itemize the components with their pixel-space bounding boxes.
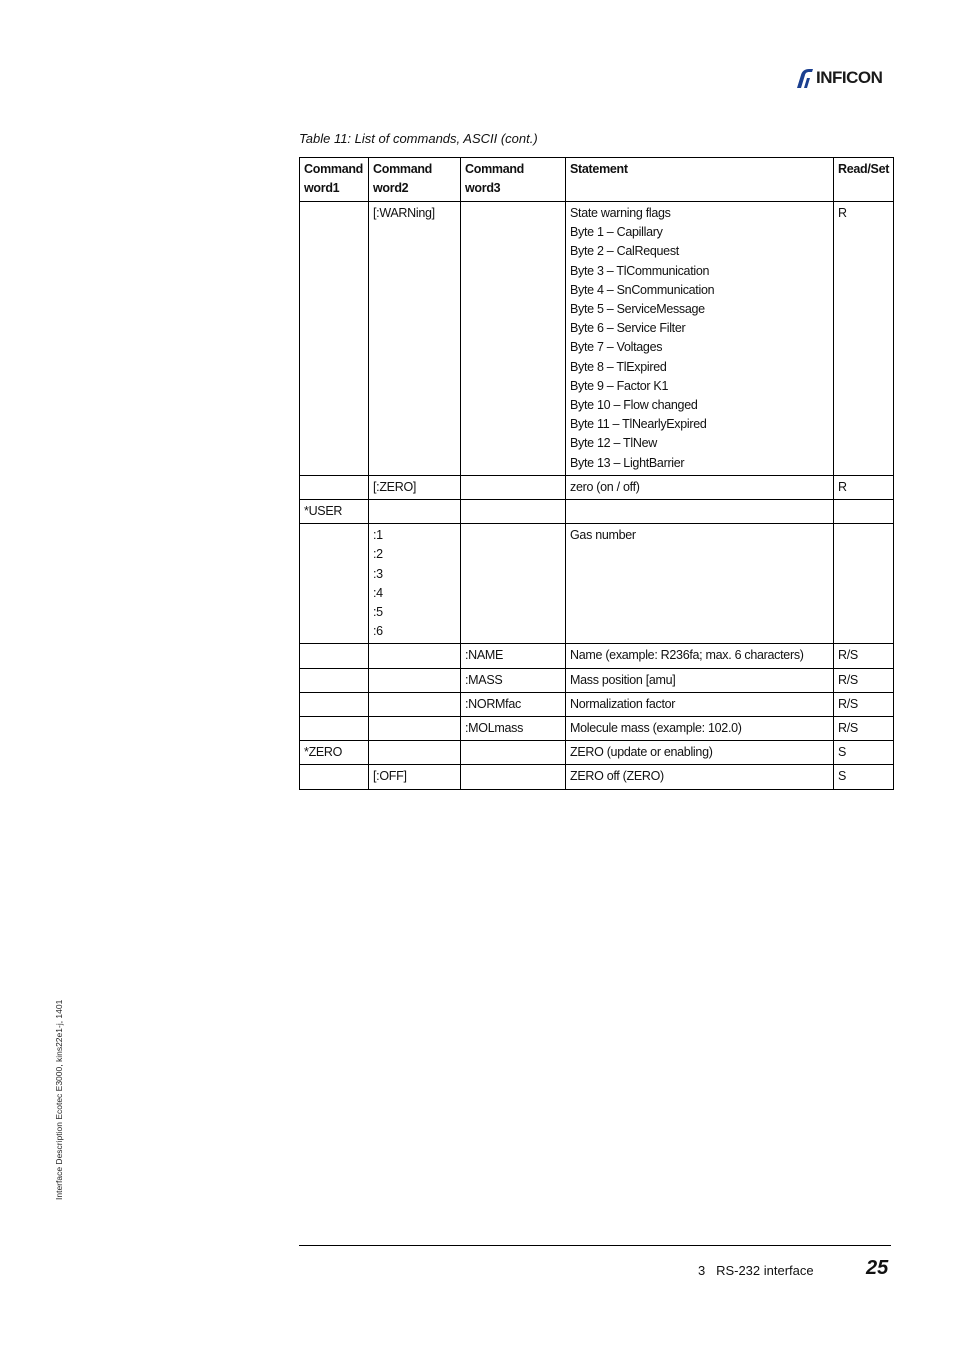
command-word2-text: :6 [373, 624, 383, 639]
statement-text: Byte 3 – TlCommunication [570, 263, 710, 278]
command-word1-cell [300, 202, 369, 476]
table-caption: Table 11: List of commands, ASCII (cont.) [299, 131, 538, 146]
statement-text: Byte 13 – LightBarrier [570, 455, 685, 470]
statement-text: Byte 5 – ServiceMessage [570, 302, 705, 317]
statement-text: Byte 11 – TlNearlyExpired [570, 417, 707, 432]
command-word3-cell [461, 741, 566, 765]
document-id: Interface Description Ecotec E3000, kins22e1-j, 1401 [54, 999, 64, 1200]
command-word2-cell [369, 475, 461, 499]
command-word2-text: [:WARNing] [373, 206, 435, 220]
table-row [300, 644, 894, 668]
statement-cell [566, 741, 834, 765]
command-word1-cell [300, 524, 369, 644]
read-set-text: R/S [838, 721, 858, 736]
statement-text: Byte 7 – Voltages [570, 340, 663, 355]
command-word3-text: :MASS [465, 672, 503, 687]
command-word3-text: :MOLmass [465, 721, 524, 736]
command-word3-cell [461, 717, 566, 741]
command-word2-text: [:ZERO] [373, 479, 417, 494]
command-word1-cell [300, 475, 369, 499]
footer-divider [299, 1245, 891, 1246]
command-word1-text: *USER [304, 504, 343, 519]
statement-cell [566, 765, 834, 789]
statement-text: Byte 6 – Service Filter [570, 321, 686, 336]
command-word1-cell [300, 668, 369, 692]
command-word2-cell [369, 717, 461, 741]
read-set-cell [834, 765, 894, 789]
command-word2-cell [369, 500, 461, 524]
command-word2-cell [369, 202, 461, 476]
statement-text: ZERO (update or enabling) [570, 745, 713, 760]
command-word1-text: *ZERO [304, 745, 343, 760]
command-word2-text: [:OFF] [373, 769, 407, 784]
statement-cell [566, 524, 834, 644]
column-header-3 [566, 158, 834, 202]
logo-wordmark: INFICON [816, 68, 883, 87]
table-row [300, 202, 894, 476]
command-word1-cell [300, 741, 369, 765]
footer-section-title: 3 RS-232 interface [698, 1263, 814, 1278]
table-row [300, 717, 894, 741]
statement-cell [566, 644, 834, 668]
table-row [300, 524, 894, 644]
table-row [300, 741, 894, 765]
read-set-cell [834, 202, 894, 476]
command-word3-text: :NORMfac [465, 696, 521, 711]
statement-text: State warning flags [570, 206, 671, 220]
command-word3-cell [461, 668, 566, 692]
command-word2-cell [369, 644, 461, 668]
header-line: word2 [373, 181, 409, 196]
command-word2-text: :3 [373, 566, 383, 581]
header-line: Statement [570, 162, 628, 176]
command-word1-cell [300, 717, 369, 741]
statement-text: Byte 4 – SnCommunication [570, 282, 715, 297]
command-word3-cell [461, 524, 566, 644]
header-line: word3 [465, 181, 501, 196]
statement-text: Byte 9 – Factor K1 [570, 378, 669, 393]
statement-text: zero (on / off) [570, 479, 640, 494]
command-word2-cell [369, 668, 461, 692]
command-word2-text: :1 [373, 528, 383, 543]
statement-text: Normalization factor [570, 696, 676, 711]
command-word1-cell [300, 692, 369, 716]
command-word1-cell [300, 644, 369, 668]
read-set-text: R [838, 206, 847, 220]
statement-text: Mass position [amu] [570, 672, 676, 687]
command-word2-cell [369, 765, 461, 789]
statement-text: Byte 1 – Capillary [570, 225, 663, 240]
command-word1-cell [300, 765, 369, 789]
header-line: Command [465, 162, 525, 176]
table-row [300, 692, 894, 716]
read-set-text: S [838, 745, 847, 760]
statement-text: Byte 2 – CalRequest [570, 244, 679, 259]
statement-cell [566, 668, 834, 692]
statement-cell [566, 475, 834, 499]
read-set-cell [834, 668, 894, 692]
read-set-cell [834, 475, 894, 499]
inficon-logo-icon [795, 67, 815, 89]
statement-text: Byte 12 – TlNew [570, 436, 657, 451]
read-set-text: S [838, 769, 847, 784]
read-set-cell [834, 524, 894, 644]
command-word2-text: :5 [373, 605, 383, 620]
read-set-text: R [838, 479, 847, 494]
column-header-1 [369, 158, 461, 202]
table-row [300, 765, 894, 789]
command-word3-cell [461, 644, 566, 668]
command-word2-cell [369, 692, 461, 716]
command-word3-text: :NAME [465, 648, 504, 663]
statement-text: ZERO off (ZERO) [570, 769, 664, 784]
command-word2-text: :2 [373, 547, 383, 562]
column-header-2 [461, 158, 566, 202]
statement-text: Byte 10 – Flow changed [570, 398, 698, 413]
command-word2-cell [369, 741, 461, 765]
column-header-0 [300, 158, 369, 202]
table-row [300, 475, 894, 499]
command-word3-cell [461, 202, 566, 476]
command-word3-cell [461, 500, 566, 524]
read-set-cell [834, 741, 894, 765]
read-set-cell [834, 717, 894, 741]
command-word3-cell [461, 765, 566, 789]
header-line: Command [373, 162, 433, 176]
statement-text: Gas number [570, 528, 636, 543]
read-set-text: R/S [838, 672, 858, 687]
statement-cell [566, 500, 834, 524]
header-line: Read/Set [838, 162, 890, 176]
read-set-cell [834, 692, 894, 716]
table-row [300, 668, 894, 692]
table-row [300, 500, 894, 524]
header-line: Command [304, 162, 364, 176]
command-word3-cell [461, 692, 566, 716]
statement-text: Molecule mass (example: 102.0) [570, 721, 742, 736]
commands-table [299, 157, 894, 790]
statement-cell [566, 717, 834, 741]
command-word2-text: :4 [373, 585, 383, 600]
page-number: 25 [866, 1257, 889, 1279]
inficon-logo [795, 66, 895, 90]
read-set-cell [834, 644, 894, 668]
statement-text: Name (example: R236fa; max. 6 characters) [570, 648, 804, 663]
statement-text: Byte 8 – TlExpired [570, 359, 667, 374]
table-header-row [300, 158, 894, 202]
command-word1-cell [300, 500, 369, 524]
read-set-text: R/S [838, 648, 858, 663]
command-word3-cell [461, 475, 566, 499]
column-header-4 [834, 158, 894, 202]
statement-cell [566, 202, 834, 476]
read-set-text: R/S [838, 696, 858, 711]
statement-cell [566, 692, 834, 716]
read-set-cell [834, 500, 894, 524]
header-line: word1 [304, 181, 340, 196]
command-word2-cell [369, 524, 461, 644]
